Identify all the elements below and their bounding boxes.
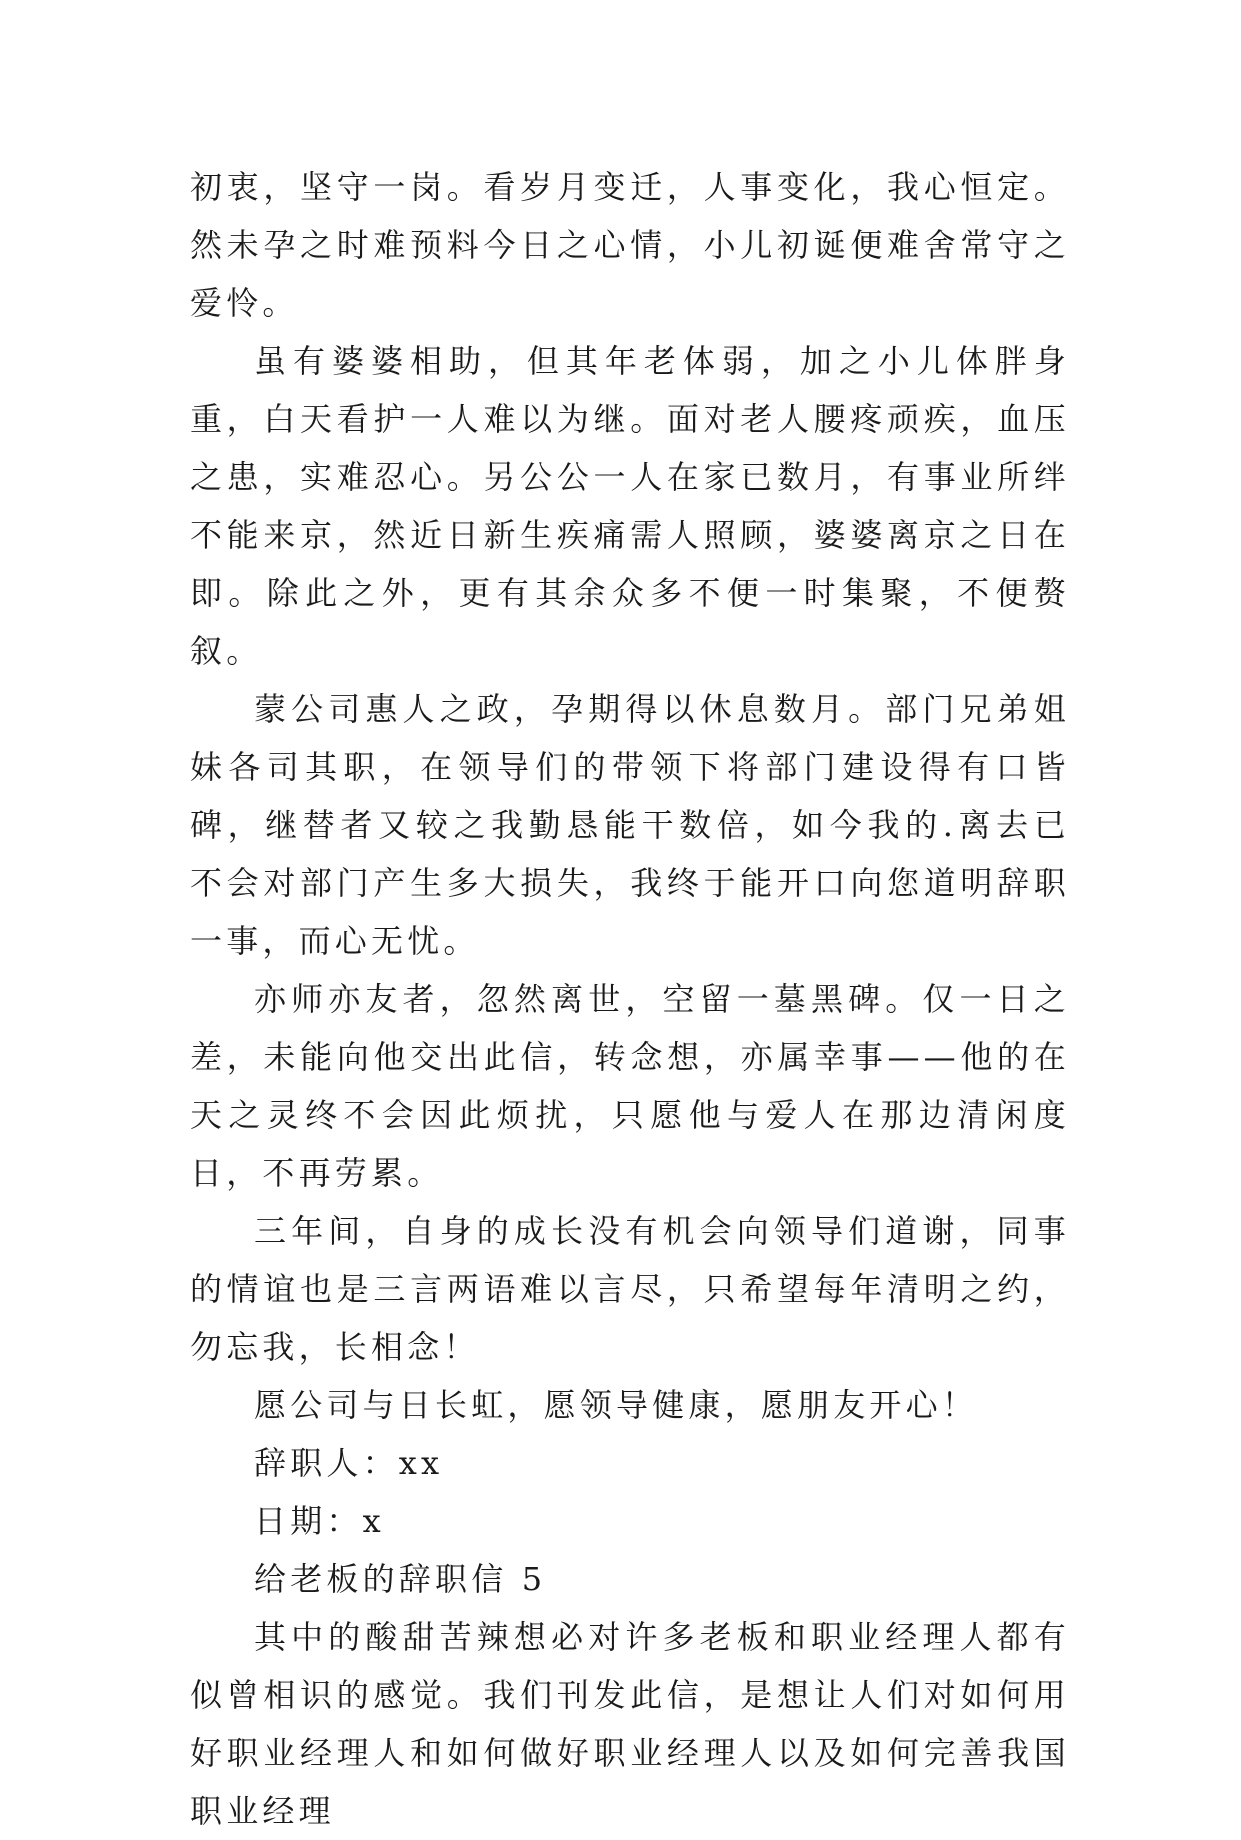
section-heading: 给老板的辞职信 5	[254, 1560, 547, 1598]
paragraph-wishes: 愿公司与日长虹，愿领导健康，愿朋友开心！	[254, 1386, 979, 1424]
paragraph-gratitude: 三年间，自身的成长没有机会向领导们道谢，同事的情谊也是三言两语难以言尽，只希望每年清明之约，勿忘我，长相念！	[190, 1212, 1070, 1366]
paragraph-letter-five-intro: 其中的酸甜苦辣想必对许多老板和职业经理人都有似曾相识的感觉。我们刊发此信，是想让人们对如何用好职业经理人和如何做好职业经理人以及如何完善我国职业经理	[190, 1618, 1070, 1830]
paragraph-family-reasons: 虽有婆婆相助，但其年老体弱，加之小儿体胖身重，白天看护一人难以为继。面对老人腰疼顽疾，血压之患，实难忍心。另公公一人在家已数月，有事业所绊不能来京，然近日新生疾痛需人照顾，婆婆离京之日在即。除此之外，更有其余众多不便一时集聚，不便赘叙。	[190, 342, 1070, 670]
paragraph-intro-continuation: 初衷，坚守一岗。看岁月变迁，人事变化，我心恒定。然未孕之时难预料今日之心情，小儿初诞便难舍常守之爱怜。	[190, 168, 1070, 322]
document-page	[190, 158, 1070, 1840]
paragraph-mentor-memorial: 亦师亦友者，忽然离世，空留一墓黑碑。仅一日之差，未能向他交出此信，转念想，亦属幸事——他的在天之灵终不会因此烦扰，只愿他与爱人在那边清闲度日，不再劳累。	[190, 980, 1070, 1192]
paragraph-company-thanks: 蒙公司惠人之政，孕期得以休息数月。部门兄弟姐妹各司其职，在领导们的带领下将部门建设得有口皆碑，继替者又较之我勤恳能干数倍，如今我的.离去已不会对部门产生多大损失，我终于能开口向您道明辞职一事，而心无忧。	[190, 690, 1070, 960]
signature-name: 辞职人：xx	[254, 1444, 444, 1482]
signature-date: 日期：x	[254, 1502, 385, 1540]
